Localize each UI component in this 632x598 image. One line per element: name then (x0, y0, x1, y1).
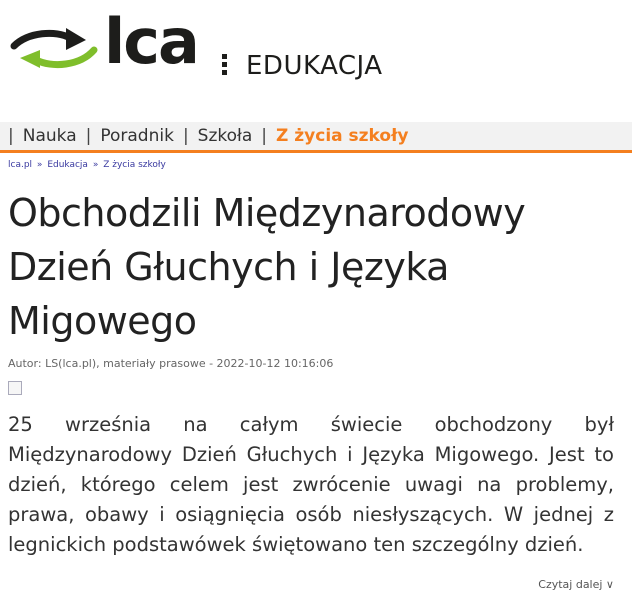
breadcrumb-separator: » (92, 160, 99, 170)
breadcrumb-separator: » (36, 160, 43, 170)
nav-item-poradnik[interactable]: Poradnik (100, 126, 174, 146)
breadcrumb (8, 160, 166, 170)
breadcrumb-item-current[interactable]: Z życia szkoły (103, 160, 166, 170)
nav-item-szkola[interactable]: Szkoła (197, 126, 253, 146)
nav-separator: | (182, 126, 189, 146)
article-meta: Autor: LS(lca.pl), materiały prasowe - 2022-10-12 10:16:06 (8, 357, 334, 370)
nav-separator: | (261, 126, 268, 146)
section-separator-icon (222, 54, 228, 78)
nav-separator: | (85, 126, 92, 146)
article-title: Obchodzili Międzynarodowy Dzień Głuchych i Języka Migowego (8, 191, 526, 343)
article-lead: 25 września na całym świecie obchodzony był Międzynarodowy Dzień Głuchych i Języka Migowego. Jest to dzień, którego celem jest zwrócenie uwagi na problemy, prawa, obawy i osiągnięcia osób niesłyszących. W jednej z legnickich podstawówek świętowano ten szczególny dzień. (8, 413, 614, 556)
logo-text[interactable]: lca (104, 5, 198, 78)
read-more-link[interactable]: Czytaj dalej ∨ (538, 578, 614, 591)
section-title: EDUKACJA (246, 51, 383, 81)
nav-item-nauka[interactable]: Nauka (22, 126, 77, 146)
breadcrumb-item-home[interactable]: lca.pl (8, 160, 33, 170)
main-nav (0, 122, 632, 153)
breadcrumb-item-edukacja[interactable]: Edukacja (47, 160, 88, 170)
nav-item-z-zycia-szkoly[interactable]: Z życia szkoły (276, 126, 409, 146)
nav-separator: | (8, 126, 14, 146)
site-header (0, 0, 632, 100)
broken-image-icon (8, 381, 22, 395)
logo-arrows-icon[interactable] (10, 26, 98, 76)
